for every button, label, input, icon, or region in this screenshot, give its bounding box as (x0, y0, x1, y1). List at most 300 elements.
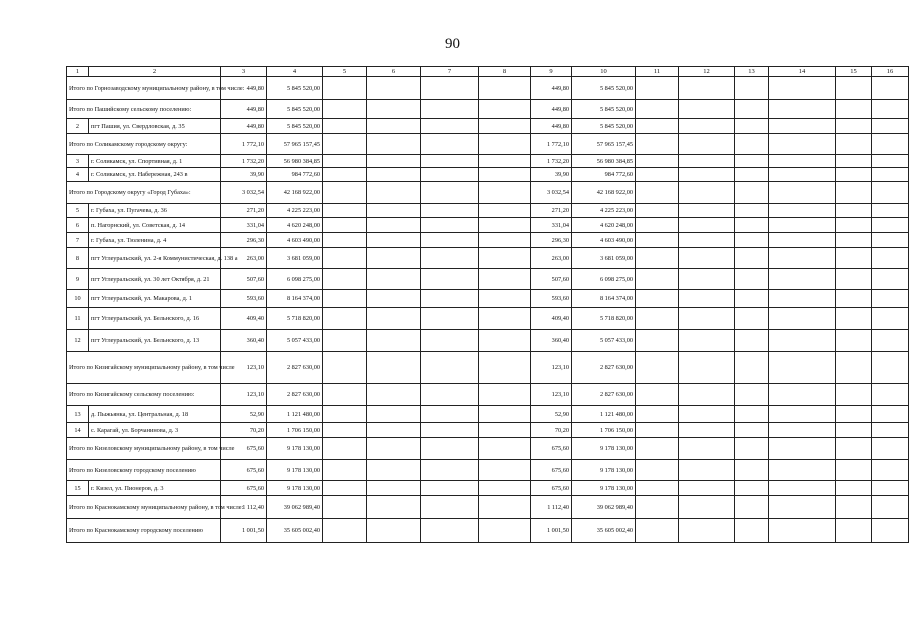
empty-cell (679, 460, 735, 481)
area-cell: 449,80 (531, 119, 572, 134)
empty-cell (769, 496, 836, 519)
address-cell: пгт Пашия, ул. Свердловская, д. 35 (89, 119, 221, 134)
empty-cell (769, 100, 836, 119)
empty-cell (872, 155, 909, 168)
empty-cell (479, 308, 531, 330)
empty-cell (323, 155, 367, 168)
empty-cell (769, 248, 836, 269)
row-title: Итого по Горнозаводскому муниципальному району, в том числе: (67, 77, 221, 100)
empty-cell (735, 204, 769, 218)
empty-cell (735, 134, 769, 155)
column-header: 3 (221, 67, 267, 77)
cost-cell: 1 706 150,00 (572, 423, 636, 438)
table-row (67, 481, 909, 496)
table-row-total (67, 496, 909, 519)
empty-cell (679, 438, 735, 460)
empty-cell (735, 460, 769, 481)
empty-cell (367, 330, 421, 352)
empty-cell (769, 168, 836, 182)
table-header-row (67, 67, 909, 77)
cost-cell: 9 178 130,00 (267, 460, 323, 481)
empty-cell (421, 218, 479, 233)
empty-cell (323, 406, 367, 423)
empty-cell (872, 330, 909, 352)
area-cell: 271,20 (221, 204, 267, 218)
empty-cell (836, 438, 872, 460)
column-header: 7 (421, 67, 479, 77)
address-cell: пгт Углеуральский, ул. 30 лет Октября, д. 21 (89, 269, 221, 290)
area-cell: 52,90 (221, 406, 267, 423)
empty-cell (479, 218, 531, 233)
cost-cell: 2 827 630,00 (572, 384, 636, 406)
cost-cell: 4 225 223,00 (572, 204, 636, 218)
empty-cell (323, 290, 367, 308)
column-header: 13 (735, 67, 769, 77)
row-title: Итого по Кизеловскому городскому поселению (67, 460, 221, 481)
empty-cell (735, 406, 769, 423)
empty-cell (367, 290, 421, 308)
empty-cell (479, 77, 531, 100)
cost-cell: 4 225 223,00 (267, 204, 323, 218)
empty-cell (421, 233, 479, 248)
cost-cell: 984 772,60 (267, 168, 323, 182)
empty-cell (367, 155, 421, 168)
column-header: 1 (67, 67, 89, 77)
empty-cell (636, 204, 679, 218)
table-row (67, 119, 909, 134)
empty-cell (367, 481, 421, 496)
empty-cell (872, 218, 909, 233)
area-cell: 3 032,54 (531, 182, 572, 204)
empty-cell (679, 352, 735, 384)
empty-cell (421, 290, 479, 308)
cost-cell: 56 980 384,85 (572, 155, 636, 168)
empty-cell (479, 460, 531, 481)
empty-cell (769, 519, 836, 543)
cost-cell: 8 164 374,00 (572, 290, 636, 308)
table-row (67, 218, 909, 233)
empty-cell (479, 269, 531, 290)
area-cell: 1 112,40 (221, 496, 267, 519)
empty-cell (836, 330, 872, 352)
area-cell: 593,60 (531, 290, 572, 308)
area-cell: 1 001,50 (221, 519, 267, 543)
empty-cell (479, 384, 531, 406)
empty-cell (636, 438, 679, 460)
empty-cell (636, 119, 679, 134)
empty-cell (836, 269, 872, 290)
empty-cell (323, 460, 367, 481)
area-cell: 263,00 (531, 248, 572, 269)
row-title: Итого по Краснокамскому муниципальному району, в том числе: (67, 496, 221, 519)
empty-cell (769, 119, 836, 134)
empty-cell (636, 134, 679, 155)
empty-cell (735, 155, 769, 168)
row-index: 2 (67, 119, 89, 134)
row-index: 13 (67, 406, 89, 423)
empty-cell (323, 352, 367, 384)
address-cell: пгт Углеуральский, ул. 2-я Коммунистическая, д. 138 а (89, 248, 221, 269)
empty-cell (636, 269, 679, 290)
empty-cell (679, 330, 735, 352)
cost-cell: 5 845 520,00 (572, 77, 636, 100)
cost-cell: 4 603 490,00 (572, 233, 636, 248)
area-cell: 675,60 (531, 460, 572, 481)
area-cell: 331,04 (531, 218, 572, 233)
empty-cell (679, 134, 735, 155)
column-header: 9 (531, 67, 572, 77)
cost-cell: 35 605 002,40 (267, 519, 323, 543)
cost-cell: 5 845 520,00 (267, 100, 323, 119)
empty-cell (479, 330, 531, 352)
cost-cell: 2 827 630,00 (267, 352, 323, 384)
area-cell: 360,40 (531, 330, 572, 352)
empty-cell (421, 134, 479, 155)
empty-cell (872, 204, 909, 218)
area-cell: 1 112,40 (531, 496, 572, 519)
row-index: 14 (67, 423, 89, 438)
empty-cell (872, 233, 909, 248)
cost-cell: 2 827 630,00 (267, 384, 323, 406)
empty-cell (323, 481, 367, 496)
table-row (67, 406, 909, 423)
empty-cell (735, 423, 769, 438)
area-cell: 449,80 (531, 77, 572, 100)
empty-cell (367, 308, 421, 330)
page-number: 90 (445, 36, 460, 52)
empty-cell (836, 290, 872, 308)
empty-cell (769, 438, 836, 460)
empty-cell (836, 155, 872, 168)
table-row-total (67, 384, 909, 406)
empty-cell (735, 100, 769, 119)
empty-cell (872, 182, 909, 204)
empty-cell (836, 384, 872, 406)
empty-cell (636, 218, 679, 233)
empty-cell (735, 519, 769, 543)
row-index: 7 (67, 233, 89, 248)
cost-cell: 8 164 374,00 (267, 290, 323, 308)
empty-cell (479, 100, 531, 119)
cost-cell: 4 603 490,00 (267, 233, 323, 248)
empty-cell (636, 519, 679, 543)
row-title: Итого по Соликамскому городскому округу: (67, 134, 221, 155)
table-row (67, 233, 909, 248)
empty-cell (421, 100, 479, 119)
empty-cell (421, 352, 479, 384)
empty-cell (735, 308, 769, 330)
empty-cell (735, 496, 769, 519)
empty-cell (323, 218, 367, 233)
area-cell: 409,40 (221, 308, 267, 330)
column-header: 10 (572, 67, 636, 77)
cost-cell: 1 121 480,00 (572, 406, 636, 423)
empty-cell (421, 168, 479, 182)
empty-cell (323, 384, 367, 406)
row-title: Итого по Пашийскому сельскому поселению: (67, 100, 221, 119)
cost-cell: 39 062 989,40 (267, 496, 323, 519)
address-cell: п. Нагорнский, ул. Советская, д. 14 (89, 218, 221, 233)
cost-cell: 5 845 520,00 (267, 77, 323, 100)
table-body (67, 77, 909, 543)
area-cell: 123,10 (221, 352, 267, 384)
empty-cell (836, 233, 872, 248)
area-cell: 70,20 (531, 423, 572, 438)
empty-cell (421, 406, 479, 423)
area-cell: 271,20 (531, 204, 572, 218)
empty-cell (323, 438, 367, 460)
cost-cell: 9 178 130,00 (572, 460, 636, 481)
empty-cell (323, 308, 367, 330)
table-row (67, 330, 909, 352)
empty-cell (679, 100, 735, 119)
empty-cell (735, 481, 769, 496)
empty-cell (367, 182, 421, 204)
column-header: 15 (836, 67, 872, 77)
row-index: 5 (67, 204, 89, 218)
empty-cell (735, 384, 769, 406)
empty-cell (367, 233, 421, 248)
empty-cell (421, 438, 479, 460)
table-row (67, 204, 909, 218)
empty-cell (769, 352, 836, 384)
empty-cell (735, 290, 769, 308)
cost-cell: 5 718 820,00 (572, 308, 636, 330)
address-cell: г. Соликамск, ул. Набережная, 243 в (89, 168, 221, 182)
empty-cell (872, 248, 909, 269)
empty-cell (636, 168, 679, 182)
empty-cell (479, 519, 531, 543)
empty-cell (679, 182, 735, 204)
cost-cell: 9 178 130,00 (267, 438, 323, 460)
address-cell: г. Губаха, ул. Пугачева, д. 36 (89, 204, 221, 218)
cost-cell: 5 845 520,00 (267, 119, 323, 134)
area-cell: 296,30 (531, 233, 572, 248)
empty-cell (421, 308, 479, 330)
empty-cell (636, 406, 679, 423)
table-row-total (67, 352, 909, 384)
empty-cell (679, 168, 735, 182)
empty-cell (323, 168, 367, 182)
table-row-total (67, 438, 909, 460)
empty-cell (679, 406, 735, 423)
empty-cell (872, 496, 909, 519)
empty-cell (836, 496, 872, 519)
empty-cell (636, 460, 679, 481)
address-cell: д. Пыжьянка, ул. Центральная, д. 18 (89, 406, 221, 423)
empty-cell (836, 519, 872, 543)
area-cell: 449,80 (531, 100, 572, 119)
empty-cell (367, 460, 421, 481)
cost-cell: 35 605 002,40 (572, 519, 636, 543)
empty-cell (769, 134, 836, 155)
empty-cell (479, 406, 531, 423)
empty-cell (636, 290, 679, 308)
empty-cell (479, 119, 531, 134)
area-cell: 360,40 (221, 330, 267, 352)
empty-cell (679, 233, 735, 248)
empty-cell (769, 182, 836, 204)
area-cell: 449,80 (221, 100, 267, 119)
table-row-total (67, 77, 909, 100)
empty-cell (836, 423, 872, 438)
empty-cell (479, 134, 531, 155)
empty-cell (636, 330, 679, 352)
empty-cell (323, 77, 367, 100)
empty-cell (872, 100, 909, 119)
empty-cell (367, 168, 421, 182)
area-cell: 675,60 (531, 481, 572, 496)
empty-cell (735, 330, 769, 352)
empty-cell (421, 248, 479, 269)
empty-cell (872, 168, 909, 182)
table-row-total (67, 182, 909, 204)
empty-cell (421, 496, 479, 519)
area-cell: 296,30 (221, 233, 267, 248)
empty-cell (872, 481, 909, 496)
empty-cell (769, 269, 836, 290)
empty-cell (679, 248, 735, 269)
table-row-total (67, 134, 909, 155)
empty-cell (735, 438, 769, 460)
empty-cell (421, 155, 479, 168)
empty-cell (872, 384, 909, 406)
area-cell: 3 032,54 (221, 182, 267, 204)
cost-cell: 39 062 989,40 (572, 496, 636, 519)
empty-cell (323, 269, 367, 290)
empty-cell (479, 182, 531, 204)
empty-cell (367, 438, 421, 460)
empty-cell (421, 77, 479, 100)
cost-cell: 4 620 248,00 (572, 218, 636, 233)
column-header: 5 (323, 67, 367, 77)
area-cell: 675,60 (531, 438, 572, 460)
address-cell: пгт Углеуральский, ул. Бельнского, д. 16 (89, 308, 221, 330)
row-index: 11 (67, 308, 89, 330)
address-cell: г. Кизел, ул. Пионеров, д. 3 (89, 481, 221, 496)
row-title: Итого по Кизигайскому муниципальному району, в том числе (67, 352, 221, 384)
empty-cell (735, 77, 769, 100)
empty-cell (735, 119, 769, 134)
empty-cell (836, 218, 872, 233)
empty-cell (323, 519, 367, 543)
empty-cell (769, 423, 836, 438)
empty-cell (421, 330, 479, 352)
empty-cell (836, 168, 872, 182)
empty-cell (479, 496, 531, 519)
cost-cell: 5 718 820,00 (267, 308, 323, 330)
empty-cell (679, 423, 735, 438)
empty-cell (679, 269, 735, 290)
empty-cell (836, 204, 872, 218)
empty-cell (636, 155, 679, 168)
empty-cell (872, 423, 909, 438)
table-row (67, 269, 909, 290)
column-header: 14 (769, 67, 836, 77)
cost-cell: 1 121 480,00 (267, 406, 323, 423)
empty-cell (769, 290, 836, 308)
empty-cell (323, 423, 367, 438)
area-cell: 39,90 (221, 168, 267, 182)
empty-cell (636, 308, 679, 330)
row-index: 6 (67, 218, 89, 233)
empty-cell (636, 352, 679, 384)
empty-cell (769, 481, 836, 496)
empty-cell (367, 218, 421, 233)
address-cell: пгт Углеуральский, ул. Макарова, д. 1 (89, 290, 221, 308)
empty-cell (735, 168, 769, 182)
empty-cell (836, 406, 872, 423)
empty-cell (636, 233, 679, 248)
empty-cell (367, 352, 421, 384)
empty-cell (769, 155, 836, 168)
column-header: 16 (872, 67, 909, 77)
empty-cell (769, 406, 836, 423)
empty-cell (769, 330, 836, 352)
empty-cell (479, 352, 531, 384)
empty-cell (479, 204, 531, 218)
area-cell: 409,40 (531, 308, 572, 330)
empty-cell (769, 308, 836, 330)
cost-cell: 5 845 520,00 (572, 100, 636, 119)
empty-cell (323, 204, 367, 218)
empty-cell (636, 481, 679, 496)
area-cell: 675,60 (221, 438, 267, 460)
empty-cell (769, 233, 836, 248)
empty-cell (769, 218, 836, 233)
cost-cell: 1 706 150,00 (267, 423, 323, 438)
empty-cell (679, 119, 735, 134)
empty-cell (769, 77, 836, 100)
empty-cell (367, 406, 421, 423)
empty-cell (636, 182, 679, 204)
area-cell: 449,80 (221, 77, 267, 100)
empty-cell (636, 423, 679, 438)
cost-cell: 984 772,60 (572, 168, 636, 182)
empty-cell (679, 519, 735, 543)
area-cell: 123,10 (531, 384, 572, 406)
table-row (67, 423, 909, 438)
empty-cell (479, 290, 531, 308)
area-cell: 1 732,20 (531, 155, 572, 168)
empty-cell (872, 119, 909, 134)
row-title: Итого по Городскому округу «Город Губаха»: (67, 182, 221, 204)
cost-cell: 9 178 130,00 (572, 481, 636, 496)
empty-cell (836, 182, 872, 204)
empty-cell (679, 308, 735, 330)
table-row (67, 155, 909, 168)
empty-cell (735, 182, 769, 204)
empty-cell (479, 423, 531, 438)
empty-cell (421, 119, 479, 134)
area-cell: 123,10 (221, 384, 267, 406)
area-cell: 123,10 (531, 352, 572, 384)
empty-cell (421, 204, 479, 218)
data-table (66, 66, 909, 543)
empty-cell (836, 77, 872, 100)
area-cell: 1 772,10 (531, 134, 572, 155)
empty-cell (479, 248, 531, 269)
empty-cell (479, 168, 531, 182)
area-cell: 331,04 (221, 218, 267, 233)
empty-cell (367, 269, 421, 290)
row-index: 3 (67, 155, 89, 168)
table-row (67, 168, 909, 182)
area-cell: 70,20 (221, 423, 267, 438)
cost-cell: 5 845 520,00 (572, 119, 636, 134)
empty-cell (679, 496, 735, 519)
empty-cell (872, 269, 909, 290)
